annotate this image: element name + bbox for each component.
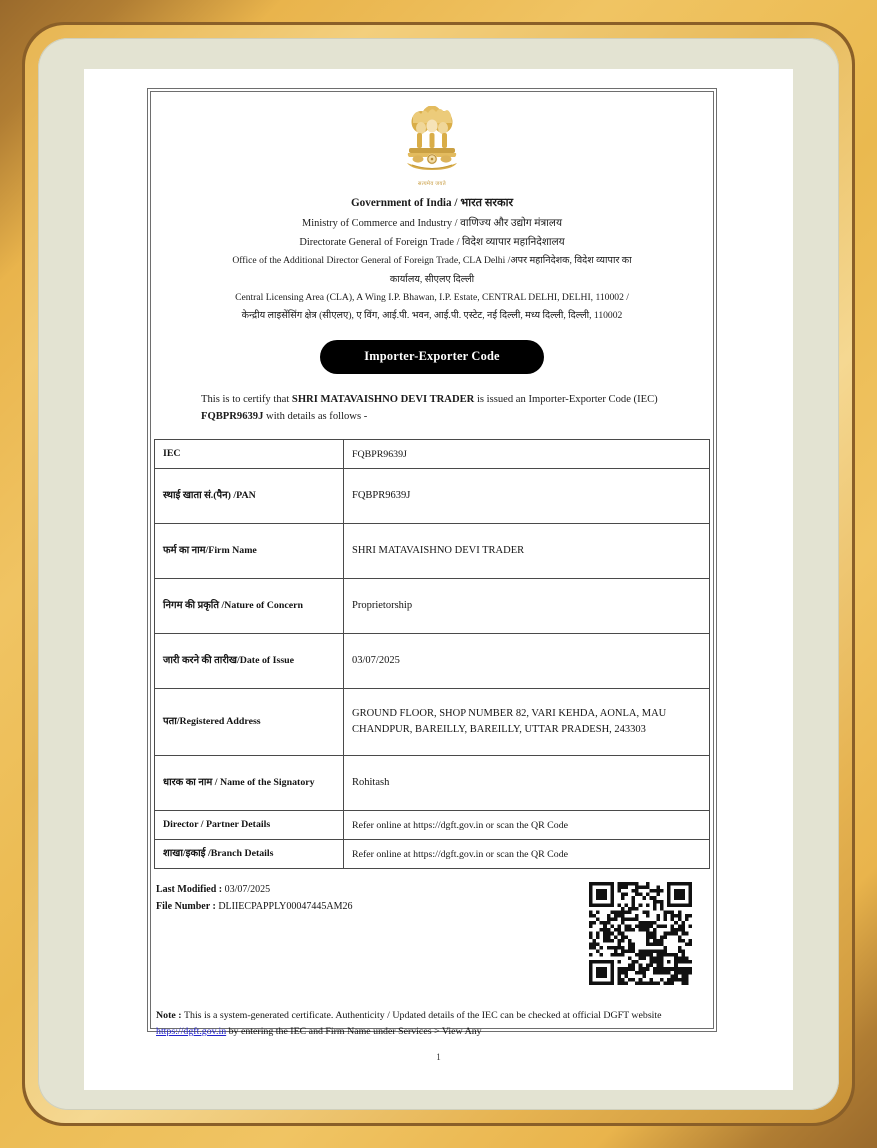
table-row-label: धारक का नाम / Name of the Signatory <box>155 756 344 811</box>
note-part2: by entering the IEC and Firm Name under Services > View Any <box>226 1026 482 1038</box>
table-row-value: Refer online at https://dgft.gov.in or scan the QR Code <box>344 811 710 840</box>
table-row-label: IEC <box>155 440 344 469</box>
table-row <box>155 440 710 469</box>
certificate-note <box>154 1008 710 1039</box>
table-row-value: Proprietorship <box>344 579 710 634</box>
certify-prefix: This is to certify that <box>201 394 292 406</box>
ashoka-lion-capital-emblem <box>399 106 465 180</box>
table-row-value: FQBPR9639J <box>344 469 710 524</box>
title-badge-row <box>154 340 710 374</box>
footer-zone <box>154 882 710 1002</box>
certify-iec: FQBPR9639J <box>201 411 264 423</box>
emblem-caption: सत्यमेव जयते <box>418 181 446 187</box>
certify-firm-name: SHRI MATAVAISHNO DEVI TRADER <box>291 394 475 406</box>
table-row <box>155 634 710 689</box>
iec-details-table-body <box>155 440 710 869</box>
table-row-value: 03/07/2025 <box>344 634 710 689</box>
iec-details-table <box>154 439 710 869</box>
qr-code-graphic <box>589 882 692 985</box>
document-meta <box>156 882 353 914</box>
certify-suffix: with details as follows - <box>263 411 368 423</box>
header-line-address-hindi: केन्द्रीय लाइसेंसिंग क्षेत्र (सीएलए), ए विंग, आई.पी. भवन, आई.पी. एस्टेट, नई दिल्ली, मध्य दिल्ली, दिल्ली, 110002 <box>241 309 623 321</box>
table-row-value: SHRI MATAVAISHNO DEVI TRADER <box>344 524 710 579</box>
table-row-label: पता/Registered Address <box>155 689 344 756</box>
table-row-label: जारी करने की तारीख/Date of Issue <box>155 634 344 689</box>
certification-statement <box>201 391 663 425</box>
header-line-address: Central Licensing Area (CLA), A Wing I.P. Bhawan, I.P. Estate, CENTRAL DELHI, DELHI, 110002 / <box>235 291 629 303</box>
table-row <box>155 840 710 869</box>
table-row <box>155 689 710 756</box>
note-label: Note : <box>156 1010 184 1022</box>
table-row-value: Refer online at https://dgft.gov.in or scan the QR Code <box>344 840 710 869</box>
table-row-label: निगम की प्रकृति /Nature of Concern <box>155 579 344 634</box>
table-row <box>155 579 710 634</box>
last-modified-row <box>156 882 353 898</box>
header-line-ministry: Ministry of Commerce and Industry / वाणिज्य और उद्योग मंत्रालय <box>302 217 562 229</box>
file-number-label: File Number : <box>156 900 219 912</box>
table-row-label: स्थाई खाता सं.(पैन) /PAN <box>155 469 344 524</box>
header-line-dgft: Directorate General of Foreign Trade / विदेश व्यापार महानिदेशालय <box>299 236 565 248</box>
qr-code[interactable] <box>589 882 692 985</box>
page-number: 1 <box>436 1052 441 1062</box>
note-part1: This is a system-generated certificate. Authenticity / Updated details of the IEC can be checked at official DGFT website <box>183 1010 662 1022</box>
header-line-office: Office of the Additional Director General of Foreign Trade, CLA Delhi /अपर महानिदेशक, विदेश व्यापार का <box>232 255 632 267</box>
table-row <box>155 524 710 579</box>
certify-middle: is issued an Importer-Exporter Code (IEC) <box>474 394 658 406</box>
table-row-label: Director / Partner Details <box>155 811 344 840</box>
table-row-value: GROUND FLOOR, SHOP NUMBER 82, VARI KEHDA, AONLA, MAU CHANDPUR, BAREILLY, BAREILLY, UTTAR PRADESH, 243303 <box>344 689 710 756</box>
emblem-block <box>154 95 710 187</box>
table-row-label: शाखा/इकाई /Branch Details <box>155 840 344 869</box>
last-modified-label: Last Modified : <box>156 884 225 896</box>
table-row <box>155 756 710 811</box>
file-number-value: DLIIECPAPPLY00047445AM26 <box>218 900 353 912</box>
dgft-website-link[interactable]: https://dgft.gov.in <box>156 1026 227 1038</box>
table-row-value: Rohitash <box>344 756 710 811</box>
header-line-government: Government of India / भारत सरकार <box>350 197 514 209</box>
file-number-row <box>156 899 353 915</box>
table-row <box>155 469 710 524</box>
last-modified-value: 03/07/2025 <box>224 884 271 896</box>
table-row-label: फर्म का नाम/Firm Name <box>155 524 344 579</box>
table-row-value: FQBPR9639J <box>344 440 710 469</box>
header-line-office-hindi: कार्यालय, सीएलए दिल्ली <box>389 273 475 285</box>
importer-exporter-code-badge: Importer-Exporter Code <box>320 340 544 374</box>
document-header <box>154 195 710 323</box>
table-row <box>155 811 710 840</box>
certificate-content <box>154 95 710 1038</box>
